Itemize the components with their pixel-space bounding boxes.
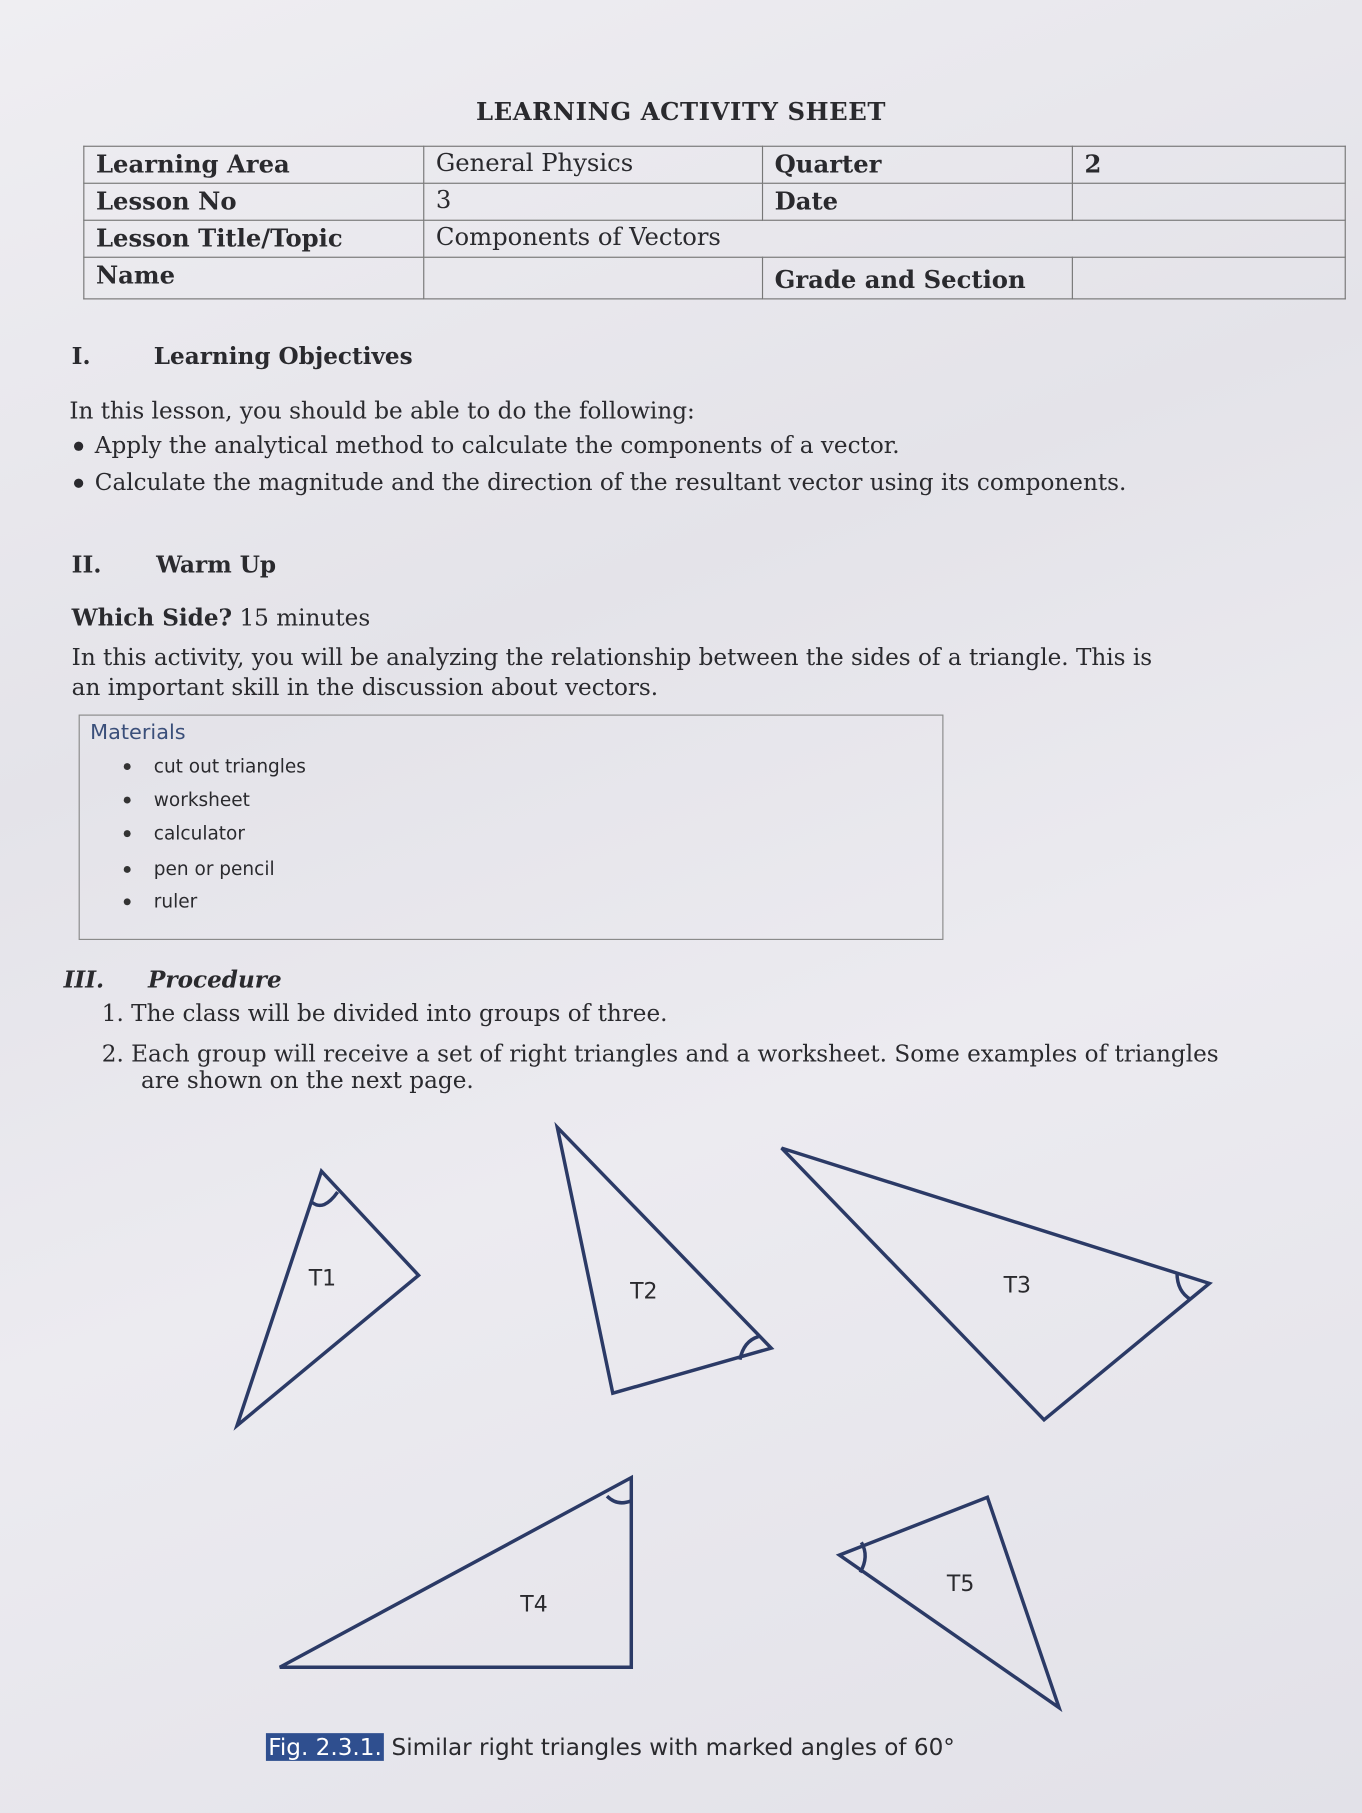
material-item: worksheet [153, 788, 250, 811]
triangle-label: T1 [308, 1266, 337, 1292]
triangle-t1 [237, 1171, 419, 1425]
section-number: III. [63, 965, 105, 994]
section-number: I. [71, 342, 91, 370]
material-item: ruler [153, 890, 198, 913]
triangle-label: T3 [1003, 1272, 1031, 1299]
section-heading: Procedure [147, 965, 282, 994]
figure-caption [266, 1733, 955, 1761]
section-number: II. [71, 550, 102, 579]
triangle-t5 [839, 1497, 1059, 1707]
material-item: cut out triangles [153, 754, 306, 777]
name-label: Name [84, 257, 424, 299]
lesson-no-value: 3 [424, 183, 763, 220]
angle-mark-icon [312, 1192, 337, 1205]
learning-area-value: General Physics [424, 146, 763, 183]
objective-item: Calculate the magnitude and the direction of the resultant vector using its components. [94, 468, 1127, 497]
angle-mark-icon [607, 1496, 631, 1503]
triangle-label: T5 [946, 1571, 975, 1597]
materials-label: Materials [90, 720, 186, 745]
triangle-t4 [280, 1478, 631, 1668]
triangle-t3 [782, 1148, 1210, 1420]
grade-label: Grade and Section [763, 257, 1073, 299]
material-item: pen or pencil [153, 857, 275, 880]
sheet-title: LEARNING ACTIVITY SHEET [475, 97, 887, 127]
procedure-item: 2. Each group will receive a set of right triangles and a worksheet. Some examples of triangles [101, 1039, 1219, 1068]
topic-value: Components of Vectors [424, 220, 1345, 257]
topic-label: Lesson Title/Topic [84, 220, 424, 257]
triangle-label: T2 [630, 1278, 658, 1305]
procedure-item: 1. The class will be divided into groups of three. [101, 998, 668, 1027]
activity-name: Which Side? [71, 603, 233, 632]
section-heading: Learning Objectives [153, 342, 413, 370]
date-label: Date [763, 183, 1073, 220]
objectives-intro: In this lesson, you should be able to do the following: [69, 396, 695, 425]
activity-duration: 15 minutes [239, 603, 371, 632]
learning-area-label: Learning Area [84, 146, 424, 183]
quarter-label: Quarter [763, 146, 1073, 183]
figure-number: Fig. 2.3.1. [266, 1733, 384, 1761]
lesson-no-label: Lesson No [84, 183, 424, 220]
warmup-text: an important skill in the discussion about vectors. [71, 672, 659, 701]
caption-text: Similar right triangles with marked angles of 60° [384, 1733, 955, 1761]
material-item: calculator [153, 822, 245, 845]
objective-item: Apply the analytical method to calculate the components of a vector. [94, 431, 900, 460]
warmup-text: In this activity, you will be analyzing the relationship between the sides of a triangle. This is [71, 642, 1153, 671]
procedure-continuation: are shown on the next page. [141, 1066, 474, 1094]
triangle-t2 [557, 1127, 771, 1393]
triangle-label: T4 [520, 1592, 548, 1618]
quarter-value: 2 [1072, 146, 1345, 183]
section-heading: Warm Up [156, 550, 277, 579]
